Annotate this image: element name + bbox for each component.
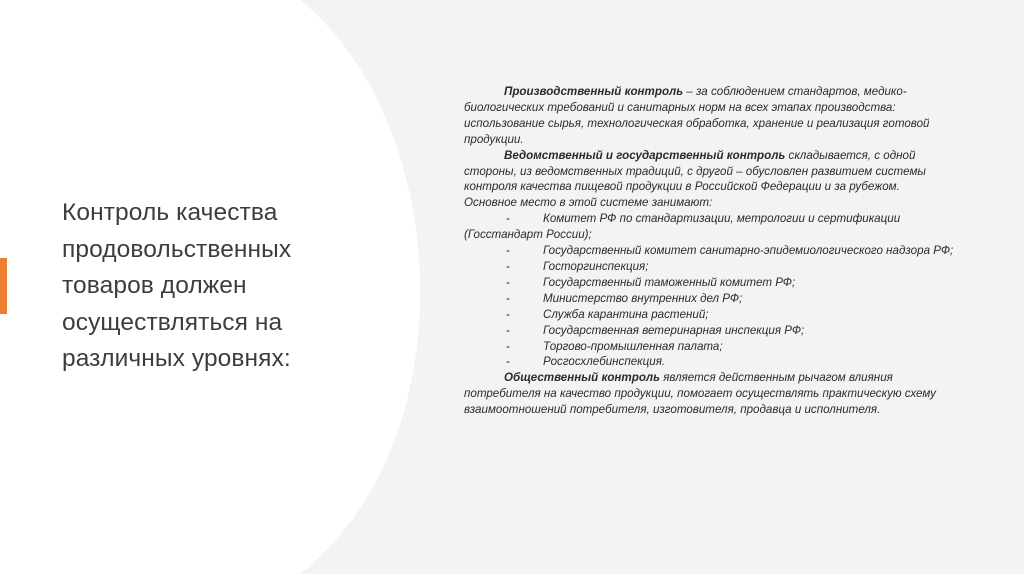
slide-title: Контроль качества продовольственных товаров должен осуществляться на различных уровнях:	[62, 199, 292, 372]
list-item	[464, 354, 954, 370]
list-dash: -	[506, 307, 510, 321]
public-control-text: является действенным рычагом влияния потребителя на качество продукции, помогает осуществлять практическую схему взаимоотношений потребителя, изготовителя, продавца и исполнителя.	[464, 371, 936, 417]
state-control-text: складывается, с одной стороны, из ведомственных традиций, с другой – обусловлен развитием системы контроля качества пищевой продукции в Российской Федерации и за рубежом. Основное место в этой системе занимают:	[464, 148, 926, 210]
accent-bar	[0, 258, 7, 314]
list-dash: -	[506, 244, 510, 258]
paragraph-state-control	[464, 148, 954, 212]
list-item-text: Государственный комитет санитарно-эпидемиологического надзора РФ;	[543, 244, 954, 258]
list-item-text: Росгосхлебинспекция.	[543, 355, 666, 369]
list-dash: -	[506, 275, 510, 289]
list-dash: -	[506, 339, 510, 353]
list-item	[464, 323, 954, 339]
public-control-heading: Общественный контроль	[504, 371, 660, 385]
list-item	[464, 211, 954, 243]
production-control-text: – за соблюдением стандартов, медико-биологических требований и санитарных норм на всех этапах производства: использование сырья, технологическая обработка, хранение и реализация готовой продукции.	[464, 85, 930, 146]
list-item	[464, 243, 954, 259]
state-control-heading: Ведомственный и государственный контроль	[504, 148, 786, 162]
production-control-heading: Производственный контроль	[504, 85, 684, 98]
list-item	[464, 291, 954, 307]
list-item-text: Торгово-промышленная палата;	[543, 339, 723, 353]
list-item	[464, 275, 954, 291]
agencies-list	[464, 211, 954, 370]
list-dash: -	[506, 355, 510, 369]
paragraph-production-control	[464, 84, 954, 148]
list-item	[464, 339, 954, 355]
list-dash: -	[506, 259, 510, 273]
list-item-text: Государственная ветеринарная инспекция РФ;	[543, 323, 805, 337]
list-dash: -	[506, 291, 510, 305]
list-dash: -	[506, 212, 510, 226]
body-text	[464, 84, 954, 418]
list-dash: -	[506, 323, 510, 337]
list-item-text: Комитет РФ по стандартизации, метрологии и сертификации (Госстандарт России);	[464, 212, 901, 242]
list-item-text: Государственный таможенный комитет РФ;	[543, 275, 796, 289]
list-item-text: Министерство внутренних дел РФ;	[543, 291, 743, 305]
list-item	[464, 259, 954, 275]
list-item-text: Служба карантина растений;	[543, 307, 709, 321]
list-item	[464, 307, 954, 323]
list-item-text: Госторгинспекция;	[543, 259, 649, 273]
paragraph-public-control	[464, 370, 954, 418]
